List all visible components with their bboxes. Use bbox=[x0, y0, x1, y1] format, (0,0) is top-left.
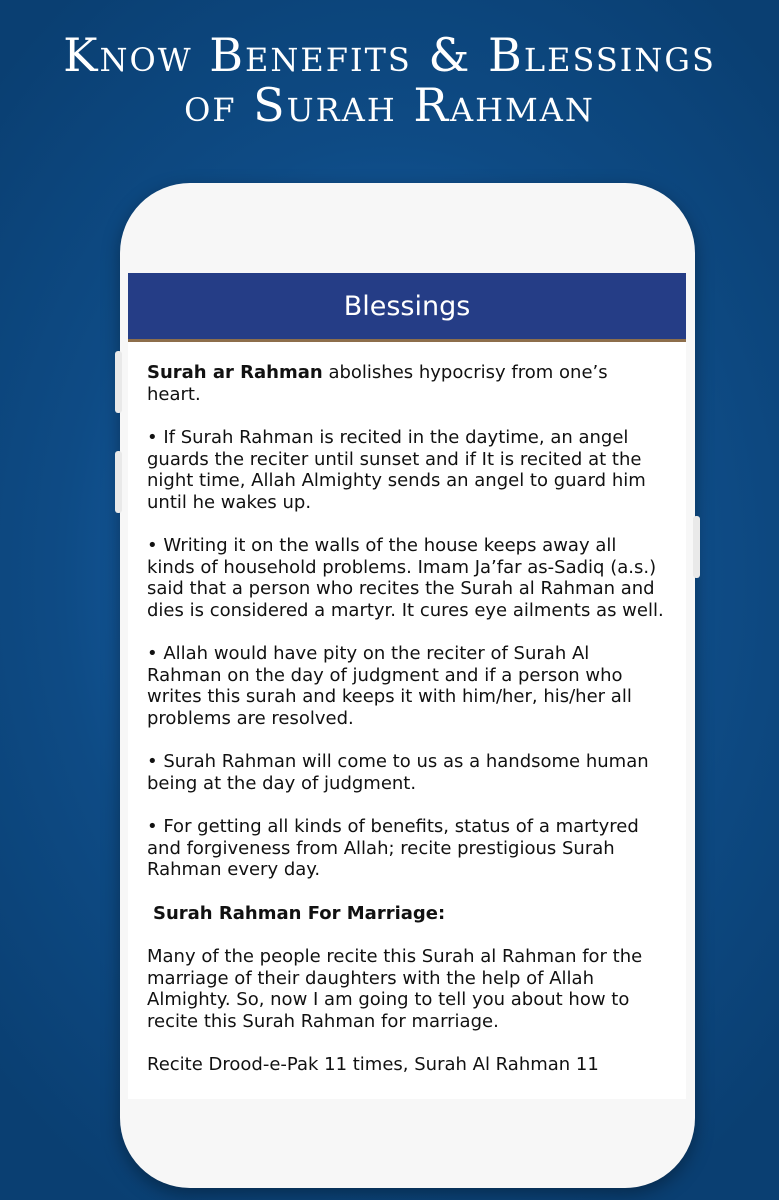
marriage-heading: Surah Rahman For Marriage: bbox=[153, 902, 446, 924]
promo-title-line-2: of Surah Rahman bbox=[184, 78, 595, 132]
intro-text: abolishes hypocrisy from one’s heart. bbox=[147, 362, 608, 405]
bullet-paragraph: • Surah Rahman will come to us as a handsome human being at the day of judgment. bbox=[147, 751, 649, 794]
phone-screen[interactable] bbox=[128, 273, 686, 1099]
promo-title bbox=[0, 30, 779, 130]
bullet-paragraph: • Writing it on the walls of the house keeps away all kinds of household problems. Imam Ja’far as-Sadiq (a.s.) said that a person who recites the Surah al Rahman and dies is considered a martyr. It cures eye ailments as well. bbox=[147, 535, 664, 621]
cut-off-paragraph: Recite Drood-e-Pak 11 times, Surah Al Rahman 11 bbox=[147, 1054, 599, 1075]
article-content[interactable] bbox=[128, 342, 686, 1076]
phone-frame bbox=[120, 183, 695, 1188]
promo-title-line-1: Know Benefits & Blessings bbox=[63, 28, 716, 82]
bullet-paragraph: • For getting all kinds of benefits, status of a martyred and forgiveness from Allah; recite prestigious Surah Rahman every day. bbox=[147, 816, 639, 880]
bullet-paragraph: • If Surah Rahman is recited in the daytime, an angel guards the reciter until sunset and if It is recited at the night time, Allah Almighty sends an angel to guard him until he wakes up. bbox=[147, 427, 646, 513]
intro-paragraph bbox=[147, 362, 666, 405]
marriage-paragraph: Many of the people recite this Surah al Rahman for the marriage of their daughters with the help of Allah Almighty. So, now I am going to tell you about how to recite this Surah Rahman for marriage. bbox=[147, 946, 643, 1032]
app-bar-title: Blessings bbox=[343, 290, 471, 322]
intro-bold-text: Surah ar Rahman bbox=[147, 362, 323, 383]
phone-side-button bbox=[693, 516, 700, 578]
phone-side-button bbox=[115, 351, 122, 413]
app-bar bbox=[128, 273, 686, 342]
bullet-paragraph: • Allah would have pity on the reciter of Surah Al Rahman on the day of judgment and if a person who writes this surah and keeps it with him/her, his/her all problems are resolved. bbox=[147, 643, 632, 729]
phone-side-button bbox=[115, 451, 122, 513]
